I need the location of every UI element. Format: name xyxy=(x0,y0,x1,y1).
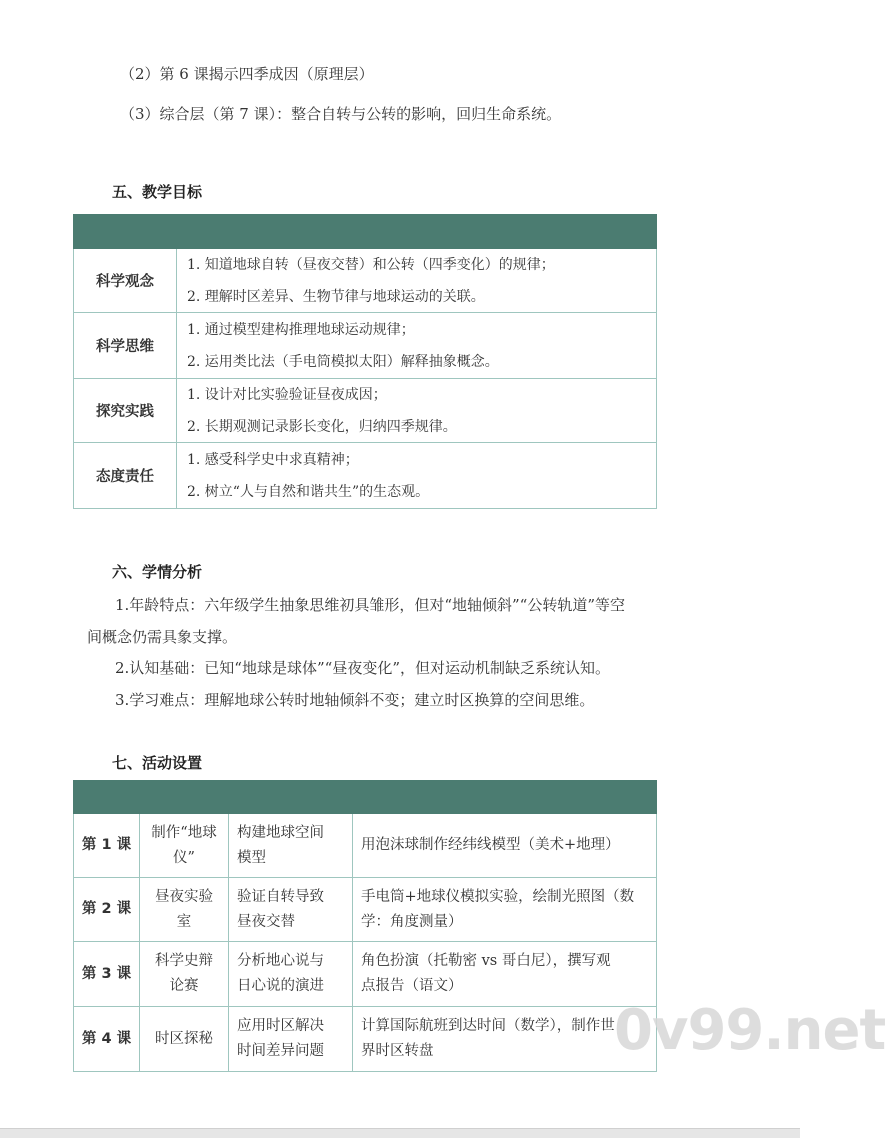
goal-item: 1. 知道地球自转（昼夜交替）和公转（四季变化）的规律； xyxy=(187,256,555,273)
activity-desc-line: 手电筒+地球仪模拟实验，绘制光照图（数 xyxy=(361,888,635,905)
goal-items xyxy=(177,313,657,379)
analysis-p1b: 间概念仍需具象支撑。 xyxy=(87,628,238,646)
activity-goal xyxy=(229,942,353,1007)
activity-goal-line: 验证自转导致 xyxy=(237,888,324,905)
activity-desc xyxy=(353,1007,657,1072)
activity-desc xyxy=(353,878,657,942)
section-7-title: 七、活动设置 xyxy=(112,754,203,772)
activity-name xyxy=(140,878,229,942)
goals-row xyxy=(74,313,657,379)
goal-item: 2. 理解时区差异、生物节律与地球运动的关联。 xyxy=(187,288,485,305)
section-5-title: 五、教学目标 xyxy=(112,183,203,201)
activity-goal xyxy=(229,814,353,878)
activity-desc-line: 用泡沫球制作经纬线模型（美术+地理） xyxy=(361,837,620,853)
analysis-p3: 3.学习难点：理解地球公转时地轴倾斜不变；建立时区换算的空间思维。 xyxy=(115,691,595,709)
activity-row xyxy=(74,878,657,942)
goal-label: 科学观念 xyxy=(74,249,177,313)
goals-row xyxy=(74,443,657,509)
activity-lesson: 第 3 课 xyxy=(74,942,140,1007)
activity-lesson: 第 1 课 xyxy=(74,814,140,878)
activity-goal xyxy=(229,1007,353,1072)
activity-desc xyxy=(353,942,657,1007)
activity-goal-line: 模型 xyxy=(237,849,266,866)
activity-desc-line: 角色扮演（托勒密 vs 哥白尼），撰写观 xyxy=(361,953,611,969)
goal-items xyxy=(177,379,657,443)
activity-name-line: 科学史辩 xyxy=(155,953,213,969)
analysis-p1a: 1.年龄特点：六年级学生抽象思维初具雏形，但对“地轴倾斜”“公转轨道”等空 xyxy=(115,596,625,614)
activities-table xyxy=(73,780,657,1072)
goals-row xyxy=(74,379,657,443)
activity-desc-line: 学：角度测量） xyxy=(361,913,463,930)
activities-header-cell xyxy=(353,781,657,814)
goal-items xyxy=(177,443,657,509)
goal-items xyxy=(177,249,657,313)
page-bottom-edge xyxy=(0,1128,800,1138)
activity-name xyxy=(140,1007,229,1072)
activities-header-cell xyxy=(229,781,353,814)
goal-item: 2. 树立“人与自然和谐共生”的生态观。 xyxy=(187,483,430,500)
activity-goal-line: 日心说的演进 xyxy=(237,978,324,994)
activity-goal-line: 分析地心说与 xyxy=(237,953,324,969)
goals-table xyxy=(73,214,657,509)
goal-label: 探究实践 xyxy=(74,379,177,443)
activity-desc-line: 点报告（语文） xyxy=(361,978,463,994)
goal-item: 2. 长期观测记录影长变化，归纳四季规律。 xyxy=(187,418,457,435)
activity-name-line: 论赛 xyxy=(169,978,199,994)
intro-line-2: （2）第 6 课揭示四季成因（原理层） xyxy=(120,65,374,83)
activity-goal-line: 时间差异问题 xyxy=(237,1043,324,1059)
goals-table-header xyxy=(74,215,657,249)
goal-label: 科学思维 xyxy=(74,313,177,379)
goals-header-cell xyxy=(74,215,177,249)
goal-item: 1. 设计对比实验验证昼夜成因； xyxy=(187,386,387,403)
activity-row xyxy=(74,942,657,1007)
activity-name-line: 昼夜实验 xyxy=(155,888,213,905)
activities-header-cell xyxy=(140,781,229,814)
activity-goal-line: 应用时区解决 xyxy=(237,1018,324,1034)
activity-name xyxy=(140,942,229,1007)
watermark: 0v99.net xyxy=(614,998,885,1063)
activity-goal xyxy=(229,878,353,942)
activity-row xyxy=(74,814,657,878)
activity-name-line: 时区探秘 xyxy=(155,1030,213,1047)
activity-desc-line: 计算国际航班到达时间（数学），制作世 xyxy=(361,1018,615,1034)
goal-item: 1. 通过模型建构推理地球运动规律； xyxy=(187,321,415,338)
activity-name-line: 室 xyxy=(176,913,192,930)
goals-row xyxy=(74,249,657,313)
activities-header-cell xyxy=(74,781,140,814)
activity-goal-line: 构建地球空间 xyxy=(237,824,324,841)
analysis-p2: 2.认知基础：已知“地球是球体”“昼夜变化”，但对运动机制缺乏系统认知。 xyxy=(115,659,610,677)
activity-lesson: 第 4 课 xyxy=(74,1007,140,1072)
activity-desc-line: 界时区转盘 xyxy=(361,1043,434,1059)
activity-name-line: 制作“地球 xyxy=(151,824,217,841)
activity-desc xyxy=(353,814,657,878)
goal-item: 2. 运用类比法（手电筒模拟太阳）解释抽象概念。 xyxy=(187,353,499,370)
intro-line-3: （3）综合层（第 7 课）：整合自转与公转的影响，回归生命系统。 xyxy=(120,105,562,123)
activity-lesson: 第 2 课 xyxy=(74,878,140,942)
goal-label: 态度责任 xyxy=(74,443,177,509)
goal-item: 1. 感受科学史中求真精神； xyxy=(187,451,359,468)
goals-header-cell xyxy=(177,215,657,249)
activity-name xyxy=(140,814,229,878)
activity-row xyxy=(74,1007,657,1072)
section-6-title: 六、学情分析 xyxy=(112,563,203,581)
activity-goal-line: 昼夜交替 xyxy=(237,913,295,930)
activities-table-header xyxy=(74,781,657,814)
activity-name-line: 仪” xyxy=(173,849,195,866)
